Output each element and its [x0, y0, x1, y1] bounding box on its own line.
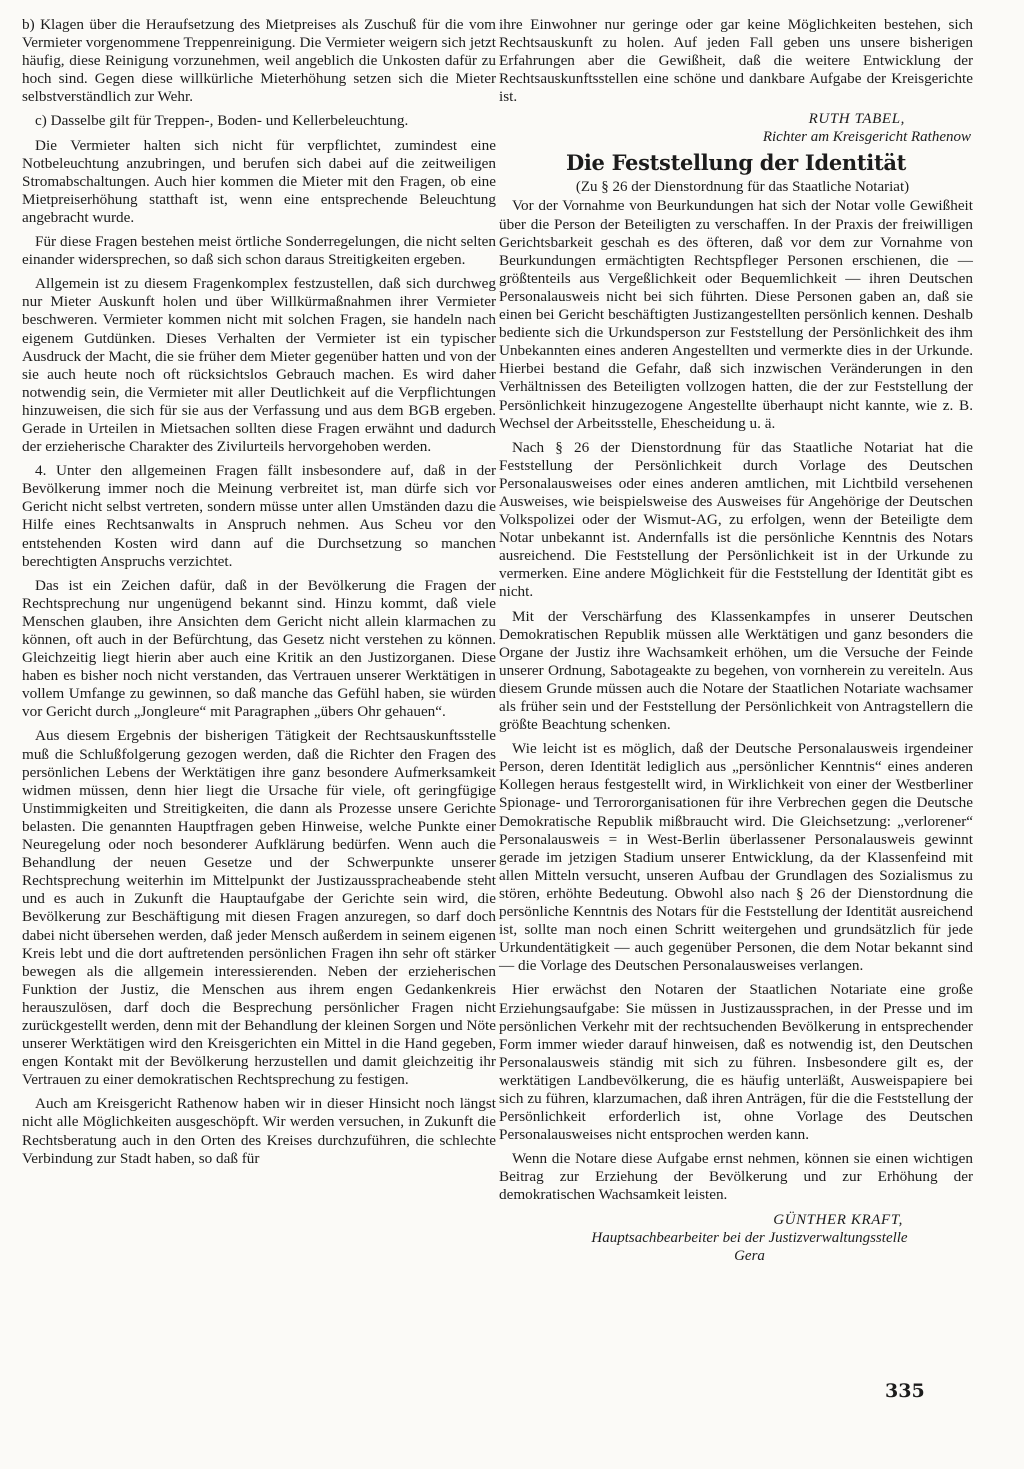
paragraph: 4. Unter den allgemeinen Fragen fällt insbesondere auf, daß in der Bevölkerung immer noch die Meinung verbreitet ist, man dürfe sich vor Gericht nicht selbst vertreten, sondern müsse unter allen Umständen dazu die Hilfe eines Rechtsanwalts in Anspruch nehmen. Aus Scheu vor den entstehenden Kosten wird dann auf die Durchsetzung so manchen berechtigten Anspruchs verzichtet. [22, 462, 496, 570]
paragraph: Aus diesem Ergebnis der bisherigen Tätigkeit der Rechtsauskunftsstelle muß die Schlußfolgerung gezogen werden, daß die Richter den Fragen des persönlichen Lebens der Werktätigen ihre ganz besondere Aufmerksamkeit widmen müssen, denn hier liegt die Ursache für viele, oft geringfügige Unstimmigkeiten und Streitigkeiten, die dann als Prozesse unsere Gerichte belasten. Die genannten Hauptfragen geben Hinweise, welche Punkte einer Neuregelung oder noch besonderer Aufklärung bedürfen. Wenn auch die Behandlung der neuen Gesetze und der Schwerpunkte unserer Rechtsprechung weiterhin im Mittelpunkt der Justizausspracheabende steht und es auch in Zukunft die Hauptaufgabe der Gerichte sein wird, die Bevölkerung zur Beschäftigung mit diesen Fragen anzuregen, so darf doch dabei nicht übersehen werden, daß jeder Mensch außerdem in seinem eigenen Kreis lebt und die dort auftretenden persönlichen Fragen ihn sehr oft stärker bewegen als die allgemein interessierenden. Neben der erzieherischen Funktion der Justiz, die Menschen aus ihrem engen Gedankenkreis herauszulösen, darf doch die Besprechung persönlicher Fragen nicht zurückgestellt werden, denn mit der Behandlung der kleinen Sorgen und Nöte unserer Werktätigen wird den Kreisgerichten ein Mittel in die Hand gegeben, engen Kontakt mit der Bevölkerung herzustellen und damit gleichzeitig ihr Vertrauen zu einer demokratischen Rechtsprechung zu festigen. [22, 727, 496, 1089]
paragraph: Wie leicht ist es möglich, daß der Deutsche Personalausweis irgendeiner Person, deren Identität lediglich aus „persönlicher Kenntnis“ eines anderen Kollegen heraus festgestellt wird, in Wirklichkeit von einer der Westberliner Spionage- und Terrororganisationen für ihre Verbrechen gegen die Deutsche Demokratische Republik mißbraucht wird. Die Gleichsetzung: „verlorener“ Personalausweis = in West-Berlin überlassener Personalausweis gewinnt gerade im jetzigen Stadium unserer Entwicklung, da der Klassenfeind mit allen Mitteln versucht, unseren Aufbau der Grundlagen des Sozialismus zu stören, erhöhte Bedeutung. Obwohl also nach § 26 der Dienstordnung die persönliche Kenntnis des Notars für die Feststellung der Identität ausreichend ist, sollte man noch einen Schritt weitergehen und grundsätzlich für jede Urkundentätigkeit — auch gegenüber Personen, die dem Notar bekannt sind — die Vorlage des Deutschen Personalausweises verlangen. [499, 740, 973, 975]
paragraph: Vor der Vornahme von Beurkundungen hat sich der Notar volle Gewißheit über die Person der Beteiligten zu verschaffen. In der Praxis der freiwilligen Gerichtsbarkeit geschah es des öfteren, daß vor dem zur Vornahme von Beurkundungen ermächtigten Rechtspfleger Personen erschienen, die — größtenteils aus Vergeßlichkeit oder Bequemlichkeit — ihren Deutschen Personalausweis nicht bei sich führten. Diese Personen gaben an, daß sie einen bei Gericht beschäftigten Justizangestellten persönlich kennen. Deshalb bediente sich die Urkundsperson zur Feststellung der Persönlichkeit des ihm Unbekannten eines anderen Angestellten und vermerkte dies in der Urkunde. Hierbei bestand die Gefahr, daß sich inzwischen Veränderungen in den Verhältnissen des Beteiligten vollzogen hatten, die der zur Feststellung der Persönlichkeit hinzugezogene Angestellte überhaupt nicht kannte, wie z. B. Wechsel der Arbeitsstelle, Ehescheidung u. ä. [499, 197, 973, 432]
continued-paragraph: ihre Einwohner nur geringe oder gar keine Möglichkeiten bestehen, sich Rechtsauskunft zu holen. Auf jeden Fall geben uns unsere bisherigen Erfahrungen aber die Gewißheit, daß die weitere Entwicklung der Rechtsauskunftsstellen eine schöne und dankbare Aufgabe der Kreisgerichte ist. [499, 16, 973, 106]
paragraph: Allgemein ist zu diesem Fragenkomplex festzustellen, daß sich durchweg nur Mieter Auskunft holen und über Willkürmaßnahmen ihrer Vermieter beschweren. Vermieter kommen nicht mit solchen Fragen, sie handeln nach eigenem Gutdünken. Dieses Verhalten der Vermieter ist ein typischer Ausdruck der Macht, die sie früher dem Mieter gegenüber hatten und von der sie auch heute noch oft rücksichtslos Gebrauch machen. Es wird daher notwendig sein, die Vermieter mit aller Deutlichkeit auf die Verpflichtungen hinzuweisen, die sich für sie aus der Verfassung und aus dem BGB ergeben. Gerade in Urteilen in Mietsachen sollten diese Fragen erwähnt und dadurch der erzieherische Charakter des Zivilurteils hervorgehoben werden. [22, 275, 496, 456]
paragraph: Auch am Kreisgericht Rathenow haben wir in dieser Hinsicht noch längst nicht alle Möglichkeiten ausgeschöpft. Wir werden versuchen, in Zukunft die Rechtsberatung auch in den Orten des Kreises durchzuführen, die schlechte Verbindung zur Stadt haben, so daß für [22, 1095, 496, 1167]
paragraph: Das ist ein Zeichen dafür, daß in der Bevölkerung die Fragen der Rechtsprechung nur ungenügend bekannt sind. Hinzu kommt, daß viele Menschen glauben, ihre Ansichten dem Gericht nicht allein klarmachen zu können, oft auch in der Befürchtung, das Gesetz nicht verstehen zu können. Gleichzeitig liegt hierin aber auch eine Kritik an den Justizorganen. Diese haben es bisher noch nicht verstanden, das Vertrauen unserer Werktätigen in vollem Umfange zu gewinnen, so daß manche das Gefühl haben, sie würden vor Gericht durch „Jongleure“ mit Paragraphen „übers Ohr gehauen“. [22, 576, 496, 721]
author-location-kraft: Gera [734, 1247, 765, 1264]
author-name-kraft: GÜNTHER KRAFT, [773, 1211, 903, 1228]
right-column [499, 16, 973, 1265]
paragraph: c) Dasselbe gilt für Treppen-, Boden- und Kellerbeleuchtung. [35, 112, 409, 130]
paragraph: Die Vermieter halten sich nicht für verpflichtet, zumindest eine Notbeleuchtung anzubringen, und berufen sich dabei auf die zeitweiligen Stromabschaltungen. Auch hier kommen die Mieter mit den Fragen, ob eine Mietpreiserhöhung statthaft ist, wenn eine entsprechende Beleuchtung angebracht wurde. [22, 136, 496, 226]
author-name: RUTH TABEL, [808, 111, 905, 128]
paragraph: Hier erwächst den Notaren der Staatlichen Notariate eine große Erziehungsaufgabe: Sie müssen in Justizaussprachen, in der Presse und im persönlichen Verkehr mit der rechtsuchenden Bevölkerung in entsprechender Form immer wieder darauf hinweisen, daß es notwendig ist, den Deutschen Personalausweis ständig mit sich zu führen. Insbesondere gilt es, der werktätigen Landbevölkerung, die es häufig unterläßt, Ausweispapiere bei sich zu führen, klarzumachen, daß ihren Anträgen, für die die Feststellung der Persönlichkeit erforderlich ist, ohne Vorlage des Deutschen Personalausweises nicht entsprochen werden kann. [499, 981, 973, 1144]
article-subtitle: (Zu § 26 der Dienstordnung für das Staatliche Notariat) [575, 179, 910, 196]
paragraph: Wenn die Notare diese Aufgabe ernst nehmen, können sie einen wichtigen Beitrag zur Erziehung der Bevölkerung und zur Erhöhung der demokratischen Wachsamkeit leisten. [499, 1150, 973, 1204]
page-number: 335 [885, 1380, 925, 1402]
author-signature-tabel [499, 110, 973, 128]
paragraph: Für diese Fragen bestehen meist örtliche Sonderregelungen, die nicht selten einander widersprechen, so daß sich schon daraus Streitigkeiten ergeben. [22, 233, 496, 269]
left-column [22, 16, 496, 1174]
paragraph: Mit der Verschärfung des Klassenkampfes in unserer Deutschen Demokratischen Republik müssen alle Werktätigen und ganz besonders die Organe der Justiz ihre Wachsamkeit erhöhen, um die Versuche der Feinde unserer Ordnung, Sabotageakte zu begehen, von vornherein zu vereiteln. Aus diesem Grunde müssen auch die Notare der Staatlichen Notariate wachsamer als früher sein und der Feststellung der Persönlichkeit von Antragstellern die größte Beachtung schenken. [499, 607, 973, 734]
paragraph: Nach § 26 der Dienstordnung für das Staatliche Notariat hat die Feststellung der Persönlichkeit durch Vorlage des Deutschen Personalausweises oder eines anderen amtlichen, mit Lichtbild versehenen Ausweises, wie beispielsweise des Ausweises für Angehörige der Deutschen Volkspolizei oder der Wismut-AG, zu erfolgen, wenn der Beteiligte dem Notar unbekannt ist. Andernfalls ist die persönliche Kenntnis des Notars ausreichend. Die Feststellung der Persönlichkeit ist in der Urkunde zu vermerken. Eine andere Möglichkeit für die Feststellung der Identität gibt es nicht. [499, 438, 973, 601]
paragraph: b) Klagen über die Heraufsetzung des Mietpreises als Zuschuß für die vom Vermieter vorgenommene Treppenreinigung. Die Vermieter weigern sich jetzt häufig, diese Reinigung vorzunehmen, weil angeblich die Unkosten dafür zu hoch sind. Gegen diese willkürliche Mieterhöhung setzen sich die Mieter selbstverständlich zur Wehr. [22, 16, 496, 106]
author-role-tabel: Richter am Kreisgericht Rathenow [762, 129, 971, 146]
article-title: Die Feststellung der Identität [565, 150, 907, 176]
author-role-kraft: Hauptsachbearbeiter bei der Justizverwaltungsstelle [591, 1229, 908, 1246]
